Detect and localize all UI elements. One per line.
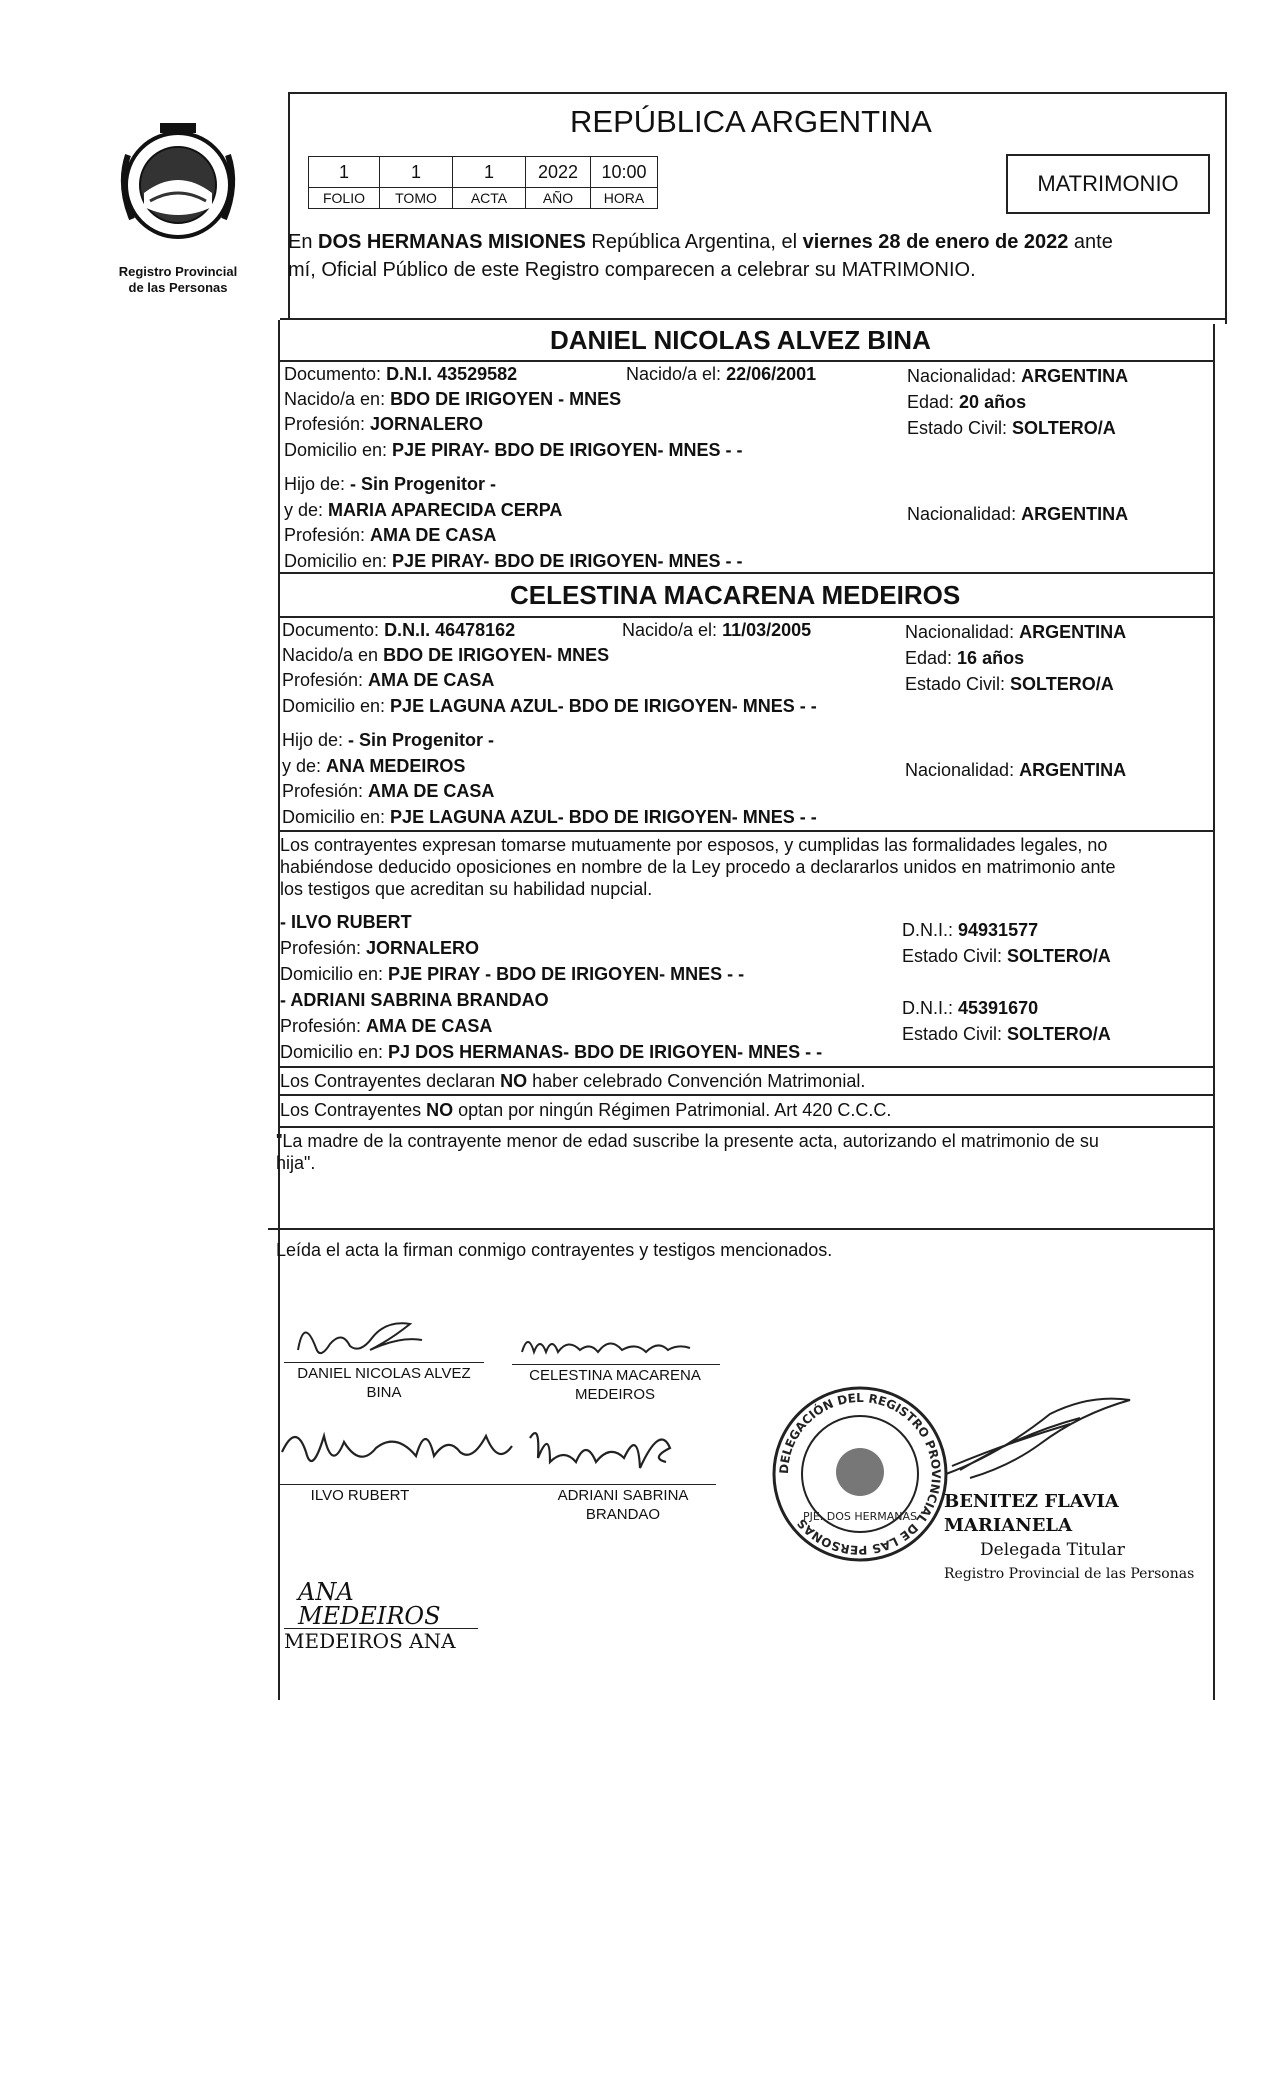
witness1-signature-label: ILVO RUBERT (310, 1487, 410, 1504)
folio-value: 1 (309, 157, 380, 188)
year-value: 2022 (526, 157, 591, 188)
hour-value: 10:00 (591, 157, 658, 188)
groom-signature (290, 1310, 450, 1370)
groom-name: DANIEL NICOLAS ALVEZ BINA (550, 325, 931, 355)
declaration-text: Los contrayentes expresan tomarse mutuamente por esposos, y cumplidas las formalidades legales, no habiéndose deducido oposiciones en nombre de la Ley procedo a declararlos unidos en matrimonio ante los testigos que acreditan su habilidad nupcial. (280, 835, 1116, 899)
record-fields (308, 156, 658, 209)
groom-signature-label: DANIEL NICOLAS ALVEZ BINA (297, 1365, 471, 1401)
acta-label: ACTA (453, 188, 526, 209)
notes-section (280, 1070, 1215, 1092)
official-stamp-text: BENITEZ FLAVIA MARIANELA Delegada Titular Registro Provincial de las Personas (944, 1491, 1195, 1582)
folio-label: FOLIO (309, 188, 380, 209)
minor-consent-note: "La madre de la contrayente menor de edad suscribe la presente acta, autorizando el matrimonio de su hija". (276, 1131, 1099, 1173)
mother-handwritten-signature: ANA MEDEIROS MEDEIROS ANA (284, 1580, 478, 1653)
bride-name: CELESTINA MACARENA MEDEIROS (510, 580, 961, 610)
seal-inner-text: PJE. DOS HERMANAS (802, 1510, 918, 1523)
acta-value: 1 (453, 157, 526, 188)
convention-note: Los Contrayentes declaran NO haber celebrado Convención Matrimonial. (280, 1071, 866, 1091)
witness2-signature (520, 1418, 720, 1488)
document-title: REPÚBLICA ARGENTINA (570, 104, 932, 139)
logo-caption: Registro Provincial de las Personas (118, 264, 238, 295)
intro-text: En DOS HERMANAS MISIONES República Argentina, el viernes 28 de enero de 2022 ante mí, Oficial Público de este Registro comparecen a celebrar su MATRIMONIO. (288, 231, 1113, 281)
registry-logo (108, 115, 248, 295)
official-signature (940, 1394, 1140, 1484)
seal-ring-text: DELEGACIÓN DEL REGISTRO PROVINCIAL DE LAS PERSONAS (776, 1390, 944, 1558)
act-type-box: MATRIMONIO (1006, 154, 1210, 214)
year-label: AÑO (526, 188, 591, 209)
regime-note: Los Contrayentes NO optan por ningún Régimen Patrimonial. Art 420 C.C.C. (280, 1100, 892, 1120)
closing-text: Leída el acta la firman conmigo contrayentes y testigos mencionados. (276, 1240, 833, 1260)
tomo-value: 1 (380, 157, 453, 188)
hour-label: HORA (591, 188, 658, 209)
provincial-emblem-icon (108, 115, 248, 255)
bride-signature (518, 1322, 698, 1366)
witness2-signature-label: ADRIANI SABRINA BRANDAO (557, 1487, 689, 1523)
bride-signature-label: CELESTINA MACARENA MEDEIROS (529, 1367, 701, 1403)
tomo-label: TOMO (380, 188, 453, 209)
official-seal-icon (770, 1384, 950, 1564)
